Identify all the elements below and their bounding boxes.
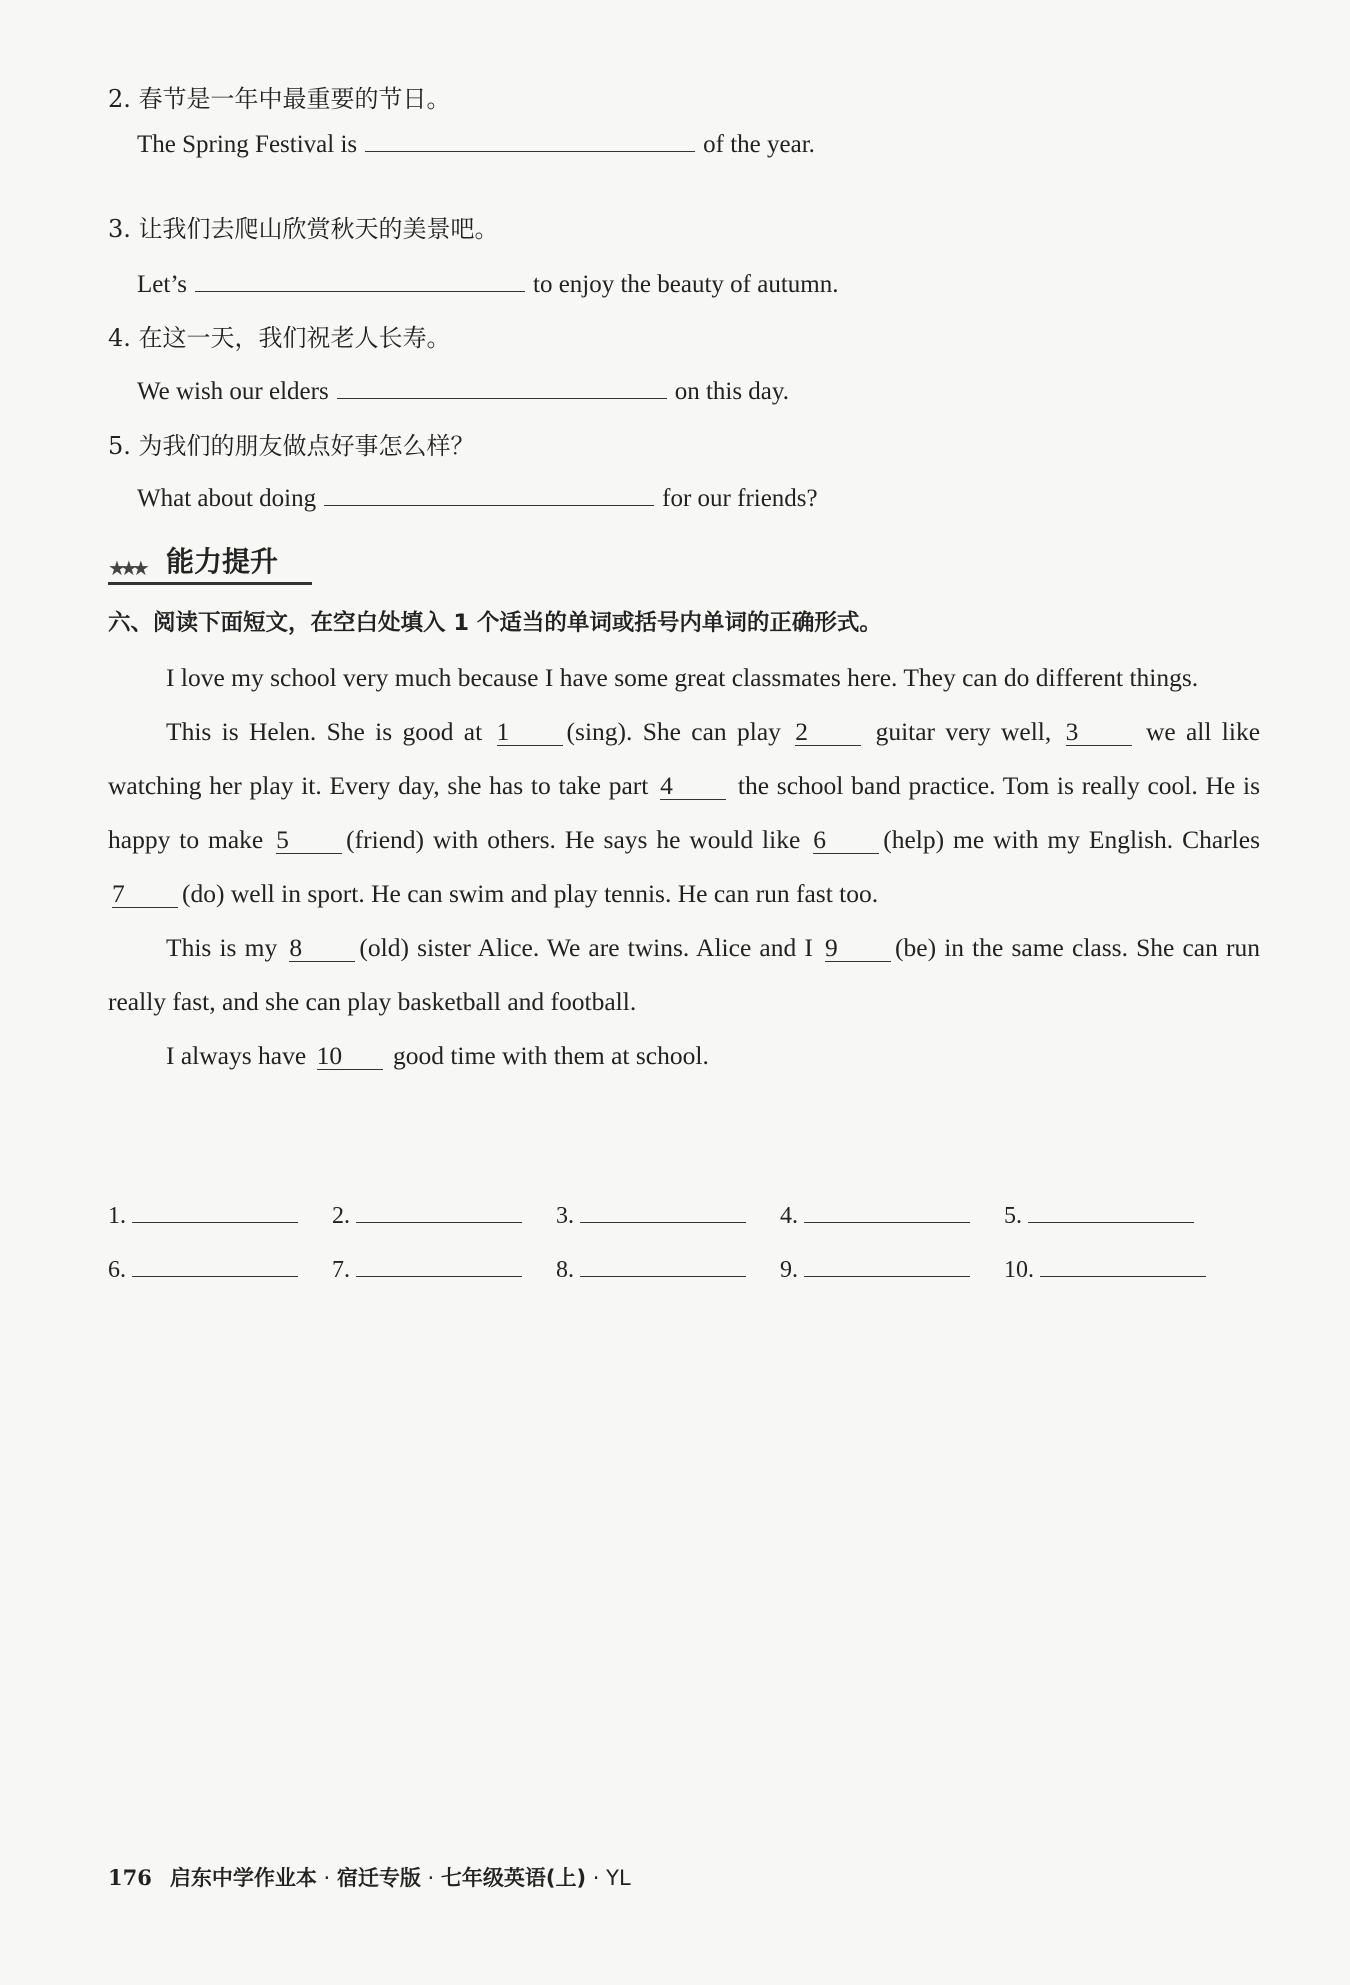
answer-line[interactable] [356,1254,522,1277]
item-4-english: We wish our elders on this day. [137,374,789,408]
reading-passage [108,651,1260,1083]
answer-line[interactable] [1028,1200,1194,1223]
section-header [108,544,318,584]
gap-2: 2 [795,719,861,746]
passage-paragraph-3: This is my 8 (old) sister Alice. We are twins. Alice and I 9 (be) in the same class. She can run really fast, and she can play basketball and football. [108,933,1261,1016]
answer-item[interactable]: 6. [108,1254,332,1308]
answer-line[interactable] [132,1254,298,1277]
gap-3: 3 [1066,719,1132,746]
answer-line[interactable] [356,1200,522,1223]
gap-8: 8 [289,935,355,962]
answer-item[interactable]: 2. [332,1200,556,1254]
answer-item[interactable]: 8. [556,1254,780,1308]
item-2-chinese: 2. 春节是一年中最重要的节日。 [108,85,451,113]
section-title: 能力提升 [166,545,279,578]
answer-item[interactable]: 1. [108,1200,332,1254]
item-3-chinese: 3. 让我们去爬山欣赏秋天的美景吧。 [108,215,499,243]
answer-line[interactable] [804,1200,970,1223]
answer-row-2 [108,1254,1228,1308]
gap-10: 10 [317,1043,383,1070]
answer-blank[interactable] [365,127,695,152]
answer-line[interactable] [132,1200,298,1223]
exercise-instruction: 六、阅读下面短文，在空白处填入 1 个适当的单词或括号内单词的正确形式。 [108,610,882,636]
answer-line[interactable] [804,1254,970,1277]
gap-6: 6 [813,827,879,854]
series-code: YL [606,1866,631,1890]
answer-blank[interactable] [337,374,667,399]
answer-item[interactable]: 10. [1004,1254,1228,1308]
item-4-chinese: 4. 在这一天，我们祝老人长寿。 [108,324,451,352]
gap-1: 1 [497,719,563,746]
gap-5: 5 [276,827,342,854]
answer-row-1 [108,1200,1228,1254]
book-title: 启东中学作业本 [169,1866,317,1890]
answer-line[interactable] [580,1200,746,1223]
gap-9: 9 [825,935,891,962]
answer-item[interactable]: 9. [780,1254,1004,1308]
answer-blank[interactable] [195,267,525,292]
answer-blank[interactable] [324,481,654,506]
grade-label: 七年级英语(上) [440,1866,587,1890]
page-footer: 176 启东中学作业本 · 宿迁专版 · 七年级英语(上) · YL [108,1865,631,1890]
item-3-english: Let’s to enjoy the beauty of autumn. [137,267,838,301]
edition-label: 宿迁专版 [336,1866,421,1890]
answer-line[interactable] [580,1254,746,1277]
item-5-english: What about doing for our friends? [137,481,818,515]
page-number: 176 [108,1865,152,1890]
answer-item[interactable]: 7. [332,1254,556,1308]
gap-7: 7 [112,881,178,908]
stars-icon: ★★★ [108,556,144,580]
answer-line[interactable] [1040,1254,1206,1277]
section-underline [108,582,312,585]
answer-item[interactable]: 3. [556,1200,780,1254]
gap-4: 4 [660,773,726,800]
answer-item[interactable]: 4. [780,1200,1004,1254]
answer-sheet [108,1200,1228,1308]
answer-item[interactable]: 5. [1004,1200,1228,1254]
passage-paragraph-4: I always have 10 good time with them at school. [166,1041,709,1070]
passage-paragraph-2: This is Helen. She is good at 1 (sing). She can play 2 guitar very well, 3 we all like watching her play it. Every day, she has to take part 4 the school band practice. Tom is really cool. He is happy to make 5 (friend) with others. He says he would like 6 (help) me with my English. Charles 7 (do) well in sport. He can swim and play tennis. He can run fast too. [108,717,1261,908]
passage-paragraph-1: I love my school very much because I have some great classmates here. They can do different things. [166,663,1199,692]
item-2-english: The Spring Festival is of the year. [137,127,815,161]
item-5-chinese: 5. 为我们的朋友做点好事怎么样？ [108,432,475,460]
